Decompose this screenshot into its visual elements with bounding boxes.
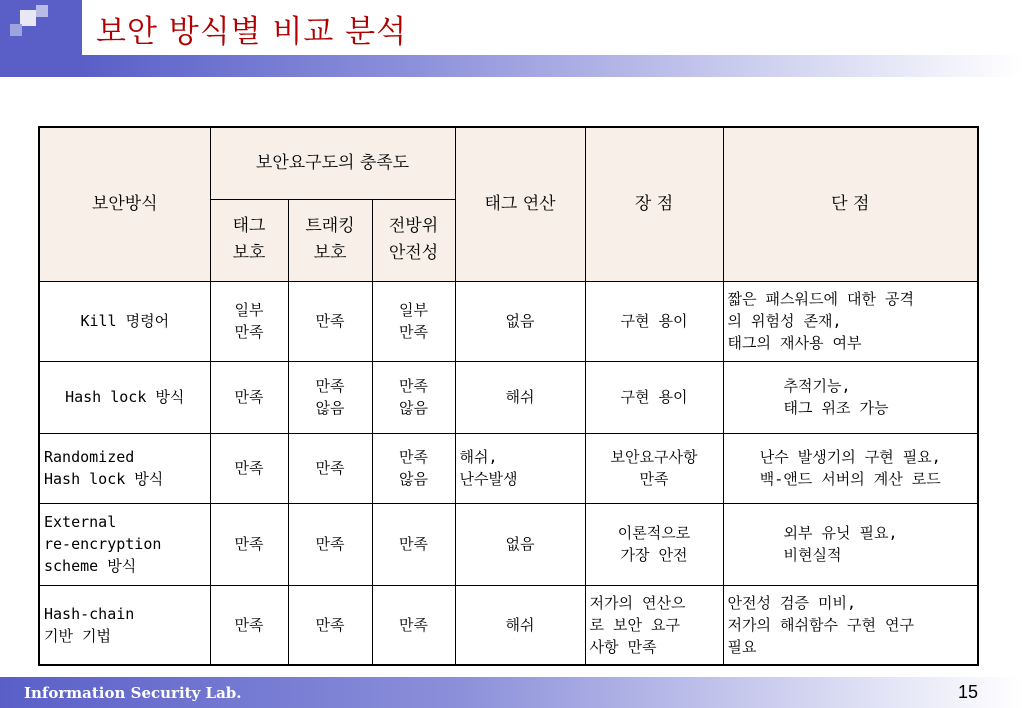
header-forward-security xyxy=(372,199,455,281)
cell-text-line: 만족 xyxy=(315,535,345,553)
header-tag-protection xyxy=(210,199,288,281)
logo-square-icon xyxy=(20,10,36,26)
cell-tracking-protection xyxy=(288,585,372,665)
cell-forward-security xyxy=(372,433,455,503)
cell-text-line: 만족 xyxy=(399,535,428,553)
cell-method xyxy=(39,281,210,361)
cell-text-line: scheme 방식 xyxy=(44,557,137,575)
cell-text-line: 필요 xyxy=(727,637,757,656)
table-header-row xyxy=(39,127,978,199)
header-tag-operation: 태그 연산 xyxy=(455,127,585,281)
cell-pros xyxy=(585,281,723,361)
cell-cons xyxy=(723,281,978,361)
cell-text-line: 난수 발생기의 구현 필요, xyxy=(759,448,941,466)
cell-text-line: External xyxy=(44,513,117,531)
table-row xyxy=(39,503,978,585)
table-row xyxy=(39,361,978,433)
comparison-table xyxy=(38,126,979,666)
cell-text-line: 외부 유닛 필요, xyxy=(783,524,898,542)
cell-text-line: 짧은 패스워드에 대한 공격 xyxy=(727,290,914,308)
cell-text-line: 없음 xyxy=(505,535,535,553)
header-requirement-group: 보안요구도의 충족도 xyxy=(210,127,455,199)
cell-text-line: 이론적으로 xyxy=(617,524,691,542)
cell-text-line: re-encryption xyxy=(44,535,162,553)
title-gradient-bar xyxy=(82,55,1023,77)
cell-text-line: 난수발생 xyxy=(459,470,518,488)
cell-text-line: 태그 위조 가능 xyxy=(783,399,889,417)
cell-text-line: Hash-chain xyxy=(44,604,135,623)
table-row xyxy=(39,281,978,361)
header-pros: 장 점 xyxy=(585,127,723,281)
cell-text-line: 구현 용이 xyxy=(620,388,688,406)
cell-tag-operation xyxy=(455,281,585,361)
header-tracking-protection xyxy=(288,199,372,281)
cell-text-line: Kill 명령어 xyxy=(80,312,170,330)
cell-text-line: 가장 안전 xyxy=(620,546,688,564)
cell-text-line: 태그의 재사용 여부 xyxy=(727,334,862,352)
header-line: 전방위 xyxy=(388,216,439,236)
slide-logo xyxy=(0,0,82,77)
cell-method xyxy=(39,503,210,585)
cell-forward-security xyxy=(372,585,455,665)
cell-text-line: 백-앤드 서버의 계산 로드 xyxy=(759,470,941,488)
header-method: 보안방식 xyxy=(39,127,210,281)
footer-lab-name: Information Security Lab. xyxy=(24,684,242,702)
cell-text-line: 추적기능, xyxy=(783,377,851,395)
cell-text-line: 보안요구사항 xyxy=(610,448,698,466)
cell-tracking-protection xyxy=(288,433,372,503)
cell-text-line: 해쉬 xyxy=(505,615,535,634)
cell-text-line: 만족 xyxy=(399,448,428,466)
cell-text-line: 만족 xyxy=(315,459,345,477)
table-row xyxy=(39,433,978,503)
cell-text-line: 만족 xyxy=(315,377,345,395)
cell-text-line: 일부 xyxy=(234,301,264,319)
cell-text-line: 만족 xyxy=(234,323,264,341)
slide-title: 보안 방식별 비교 분석 xyxy=(96,14,408,50)
cell-text-line: 않음 xyxy=(315,399,345,417)
cell-text-line: Randomized xyxy=(44,448,135,466)
cell-text-line: 비현실적 xyxy=(783,546,842,564)
header-line: 보호 xyxy=(313,243,347,263)
cell-method xyxy=(39,585,210,665)
logo-square-icon xyxy=(36,5,48,17)
cell-text-line: 만족 xyxy=(639,470,669,488)
cell-text-line: Hash lock 방식 xyxy=(44,470,164,488)
cell-text-line: 저가의 연산으 xyxy=(589,593,686,612)
header-cons: 단 점 xyxy=(723,127,978,281)
cell-tracking-protection xyxy=(288,361,372,433)
cell-tag-operation xyxy=(455,585,585,665)
cell-text-line: 안전성 검증 미비, xyxy=(727,593,857,612)
cell-tracking-protection xyxy=(288,281,372,361)
cell-text-line: 기반 기법 xyxy=(44,626,111,645)
cell-text-line: 사항 만족 xyxy=(589,637,657,656)
cell-tag-protection xyxy=(210,361,288,433)
header-line: 트래킹 xyxy=(305,216,355,236)
cell-tag-operation xyxy=(455,503,585,585)
cell-pros xyxy=(585,361,723,433)
cell-text-line: 만족 xyxy=(234,459,264,477)
cell-pros xyxy=(585,585,723,665)
cell-text-line: 만족 xyxy=(399,377,428,395)
cell-tag-operation xyxy=(455,433,585,503)
cell-text-line: 없음 xyxy=(505,312,535,330)
cell-forward-security xyxy=(372,361,455,433)
cell-text-line: 만족 xyxy=(315,615,345,634)
cell-cons xyxy=(723,361,978,433)
cell-tag-operation xyxy=(455,361,585,433)
cell-method xyxy=(39,433,210,503)
header-line: 안전성 xyxy=(388,243,439,263)
header-line: 보호 xyxy=(232,243,266,263)
cell-text-line: Hash lock 방식 xyxy=(65,388,185,406)
cell-text-line: 로 보안 요구 xyxy=(589,615,681,634)
table-body xyxy=(39,281,978,665)
cell-pros xyxy=(585,433,723,503)
cell-pros xyxy=(585,503,723,585)
cell-text-line: 만족 xyxy=(399,323,428,341)
cell-tag-protection xyxy=(210,503,288,585)
cell-text-line: 해쉬, xyxy=(459,448,498,466)
cell-tag-protection xyxy=(210,433,288,503)
cell-text-line: 만족 xyxy=(234,615,264,634)
cell-text-line: 일부 xyxy=(399,301,428,319)
cell-forward-security xyxy=(372,503,455,585)
cell-tag-protection xyxy=(210,585,288,665)
cell-forward-security xyxy=(372,281,455,361)
cell-method xyxy=(39,361,210,433)
cell-tracking-protection xyxy=(288,503,372,585)
cell-cons xyxy=(723,433,978,503)
logo-square-icon xyxy=(10,24,22,36)
cell-text-line: 해쉬 xyxy=(505,388,535,406)
cell-cons xyxy=(723,503,978,585)
cell-text-line: 만족 xyxy=(399,615,428,634)
header-line: 태그 xyxy=(232,216,266,236)
cell-text-line: 않음 xyxy=(399,470,428,488)
page-number: 15 xyxy=(958,682,979,702)
cell-text-line: 만족 xyxy=(234,388,264,406)
cell-text-line: 구현 용이 xyxy=(620,312,688,330)
cell-text-line: 만족 xyxy=(315,312,345,330)
cell-text-line: 의 위험성 존재, xyxy=(727,312,842,330)
cell-text-line: 않음 xyxy=(399,399,428,417)
table-row xyxy=(39,585,978,665)
cell-text-line: 저가의 해쉬함수 구현 연구 xyxy=(727,615,914,634)
cell-text-line: 만족 xyxy=(234,535,264,553)
cell-cons xyxy=(723,585,978,665)
cell-tag-protection xyxy=(210,281,288,361)
